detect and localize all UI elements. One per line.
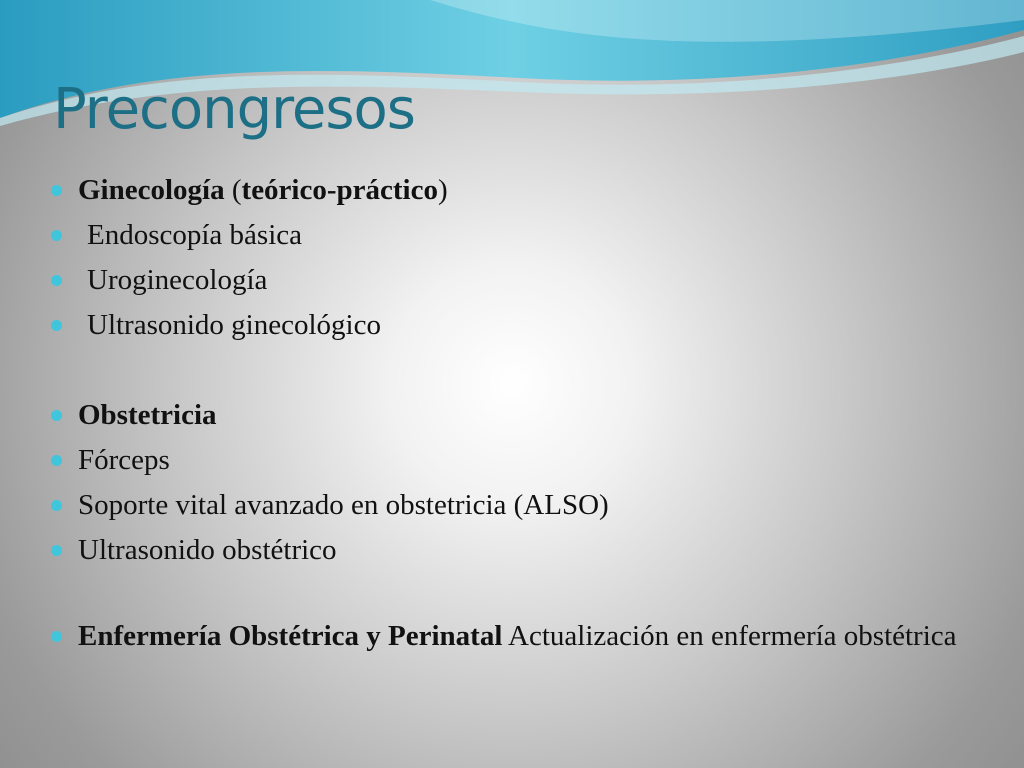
bullet-list	[48, 168, 988, 654]
spacer	[48, 348, 988, 393]
list-item: Endoscopía básica	[48, 213, 988, 258]
list-item: Fórceps	[48, 438, 988, 483]
list-item: Ginecología (teórico-práctico)	[48, 168, 988, 213]
slide-title: Precongresos	[53, 77, 415, 142]
list-item: Ultrasonido ginecológico	[48, 303, 988, 348]
list-item: Uroginecología	[48, 258, 988, 303]
spacer	[48, 573, 988, 618]
list-item: Soporte vital avanzado en obstetricia (ALSO)	[48, 483, 988, 528]
list-item: Ultrasonido obstétrico	[48, 528, 988, 573]
list-item: Obstetricia	[48, 393, 988, 438]
list-item: Enfermería Obstétrica y Perinatal Actualización en enfermería obstétrica	[48, 618, 988, 654]
